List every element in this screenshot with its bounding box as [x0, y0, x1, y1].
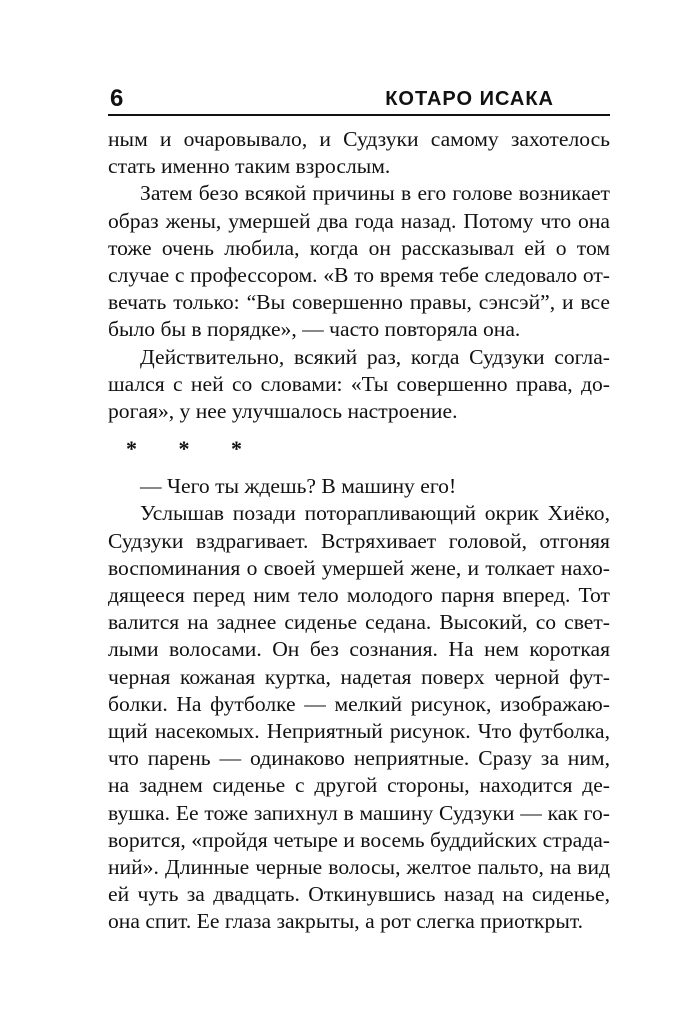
- text-line: рогая», у нее улучшалось настроение.: [108, 399, 458, 424]
- paragraph: [108, 180, 610, 343]
- text-line: вечать только: “Вы совершенно правы, сэнсэй”, и все: [108, 290, 610, 315]
- text-line: на заднем сиденье с другой стороны, находится де-: [108, 773, 610, 798]
- text-line: ным и очаровывало, и Судзуки самому захотелось: [108, 127, 610, 151]
- text-line: она спит. Ее глаза закрыты, а рот слегка приоткрыт.: [108, 909, 584, 934]
- body-text: [108, 126, 610, 936]
- paragraph: [108, 473, 610, 500]
- text-line: ей чуть за двадцать. Откинувшись назад на сиденье,: [108, 882, 610, 907]
- text-line: ворится, «пройдя четыре и восемь буддийских страда-: [108, 827, 610, 852]
- text-line: щий насекомых. Неприятный рисунок. Что футболка,: [108, 719, 610, 744]
- paragraph: [108, 126, 610, 180]
- text-line: болки. На футболке — мелкий рисунок, изображаю-: [108, 691, 610, 716]
- running-header: [108, 84, 610, 116]
- text-line: вушка. Ее тоже запихнул в машину Судзуки — как го-: [108, 800, 610, 825]
- text-line: стать именно таким взрослым.: [108, 154, 391, 179]
- text-line: Затем безо всякой причины в его голове возникает: [140, 181, 610, 206]
- text-line: было бы в порядке», — часто повторяла она.: [108, 317, 521, 342]
- paragraph: [108, 344, 610, 426]
- text-line: черная кожаная куртка, надетая поверх черной фут-: [108, 664, 610, 689]
- text-line: образ жены, умершей два года назад. Потому что она: [108, 208, 610, 233]
- text-block-after-break: [108, 473, 610, 935]
- page-number: 6: [110, 85, 124, 112]
- text-line: — Чего ты ждешь? В машину его!: [140, 474, 457, 499]
- text-line: случае с профессором. «В то время тебе следовало от-: [108, 263, 610, 288]
- text-line: Судзуки вздрагивает. Встряхивает головой, отгоняя: [108, 528, 610, 553]
- text-block-before-break: [108, 126, 610, 425]
- text-line: ний». Длинные черные волосы, желтое пальто, на вид: [108, 855, 610, 880]
- text-line: дящееся перед ним тело молодого парня вперед. Тот: [108, 583, 610, 608]
- scene-break: * * *: [126, 436, 260, 462]
- text-line: воспоминания о своей умершей жене, и толкает нахо-: [108, 555, 610, 580]
- text-line: Действительно, всякий раз, когда Судзуки согла-: [140, 344, 610, 369]
- text-line: Услышав позади поторапливающий окрик Хиёко,: [140, 501, 610, 526]
- text-line: валится на заднее сиденье седана. Высокий, со свет-: [108, 610, 610, 635]
- paragraph: [108, 500, 610, 935]
- book-page: [108, 84, 610, 936]
- text-line: тоже очень любила, когда он рассказывал ей о том: [108, 235, 610, 260]
- author-name: КОТАРО ИСАКА: [385, 88, 554, 110]
- text-line: что парень — одинаково неприятные. Сразу за ним,: [108, 746, 610, 771]
- text-line: лыми волосами. Он без сознания. На нем короткая: [108, 637, 610, 662]
- text-line: шался с ней со словами: «Ты совершенно права, до-: [108, 371, 610, 396]
